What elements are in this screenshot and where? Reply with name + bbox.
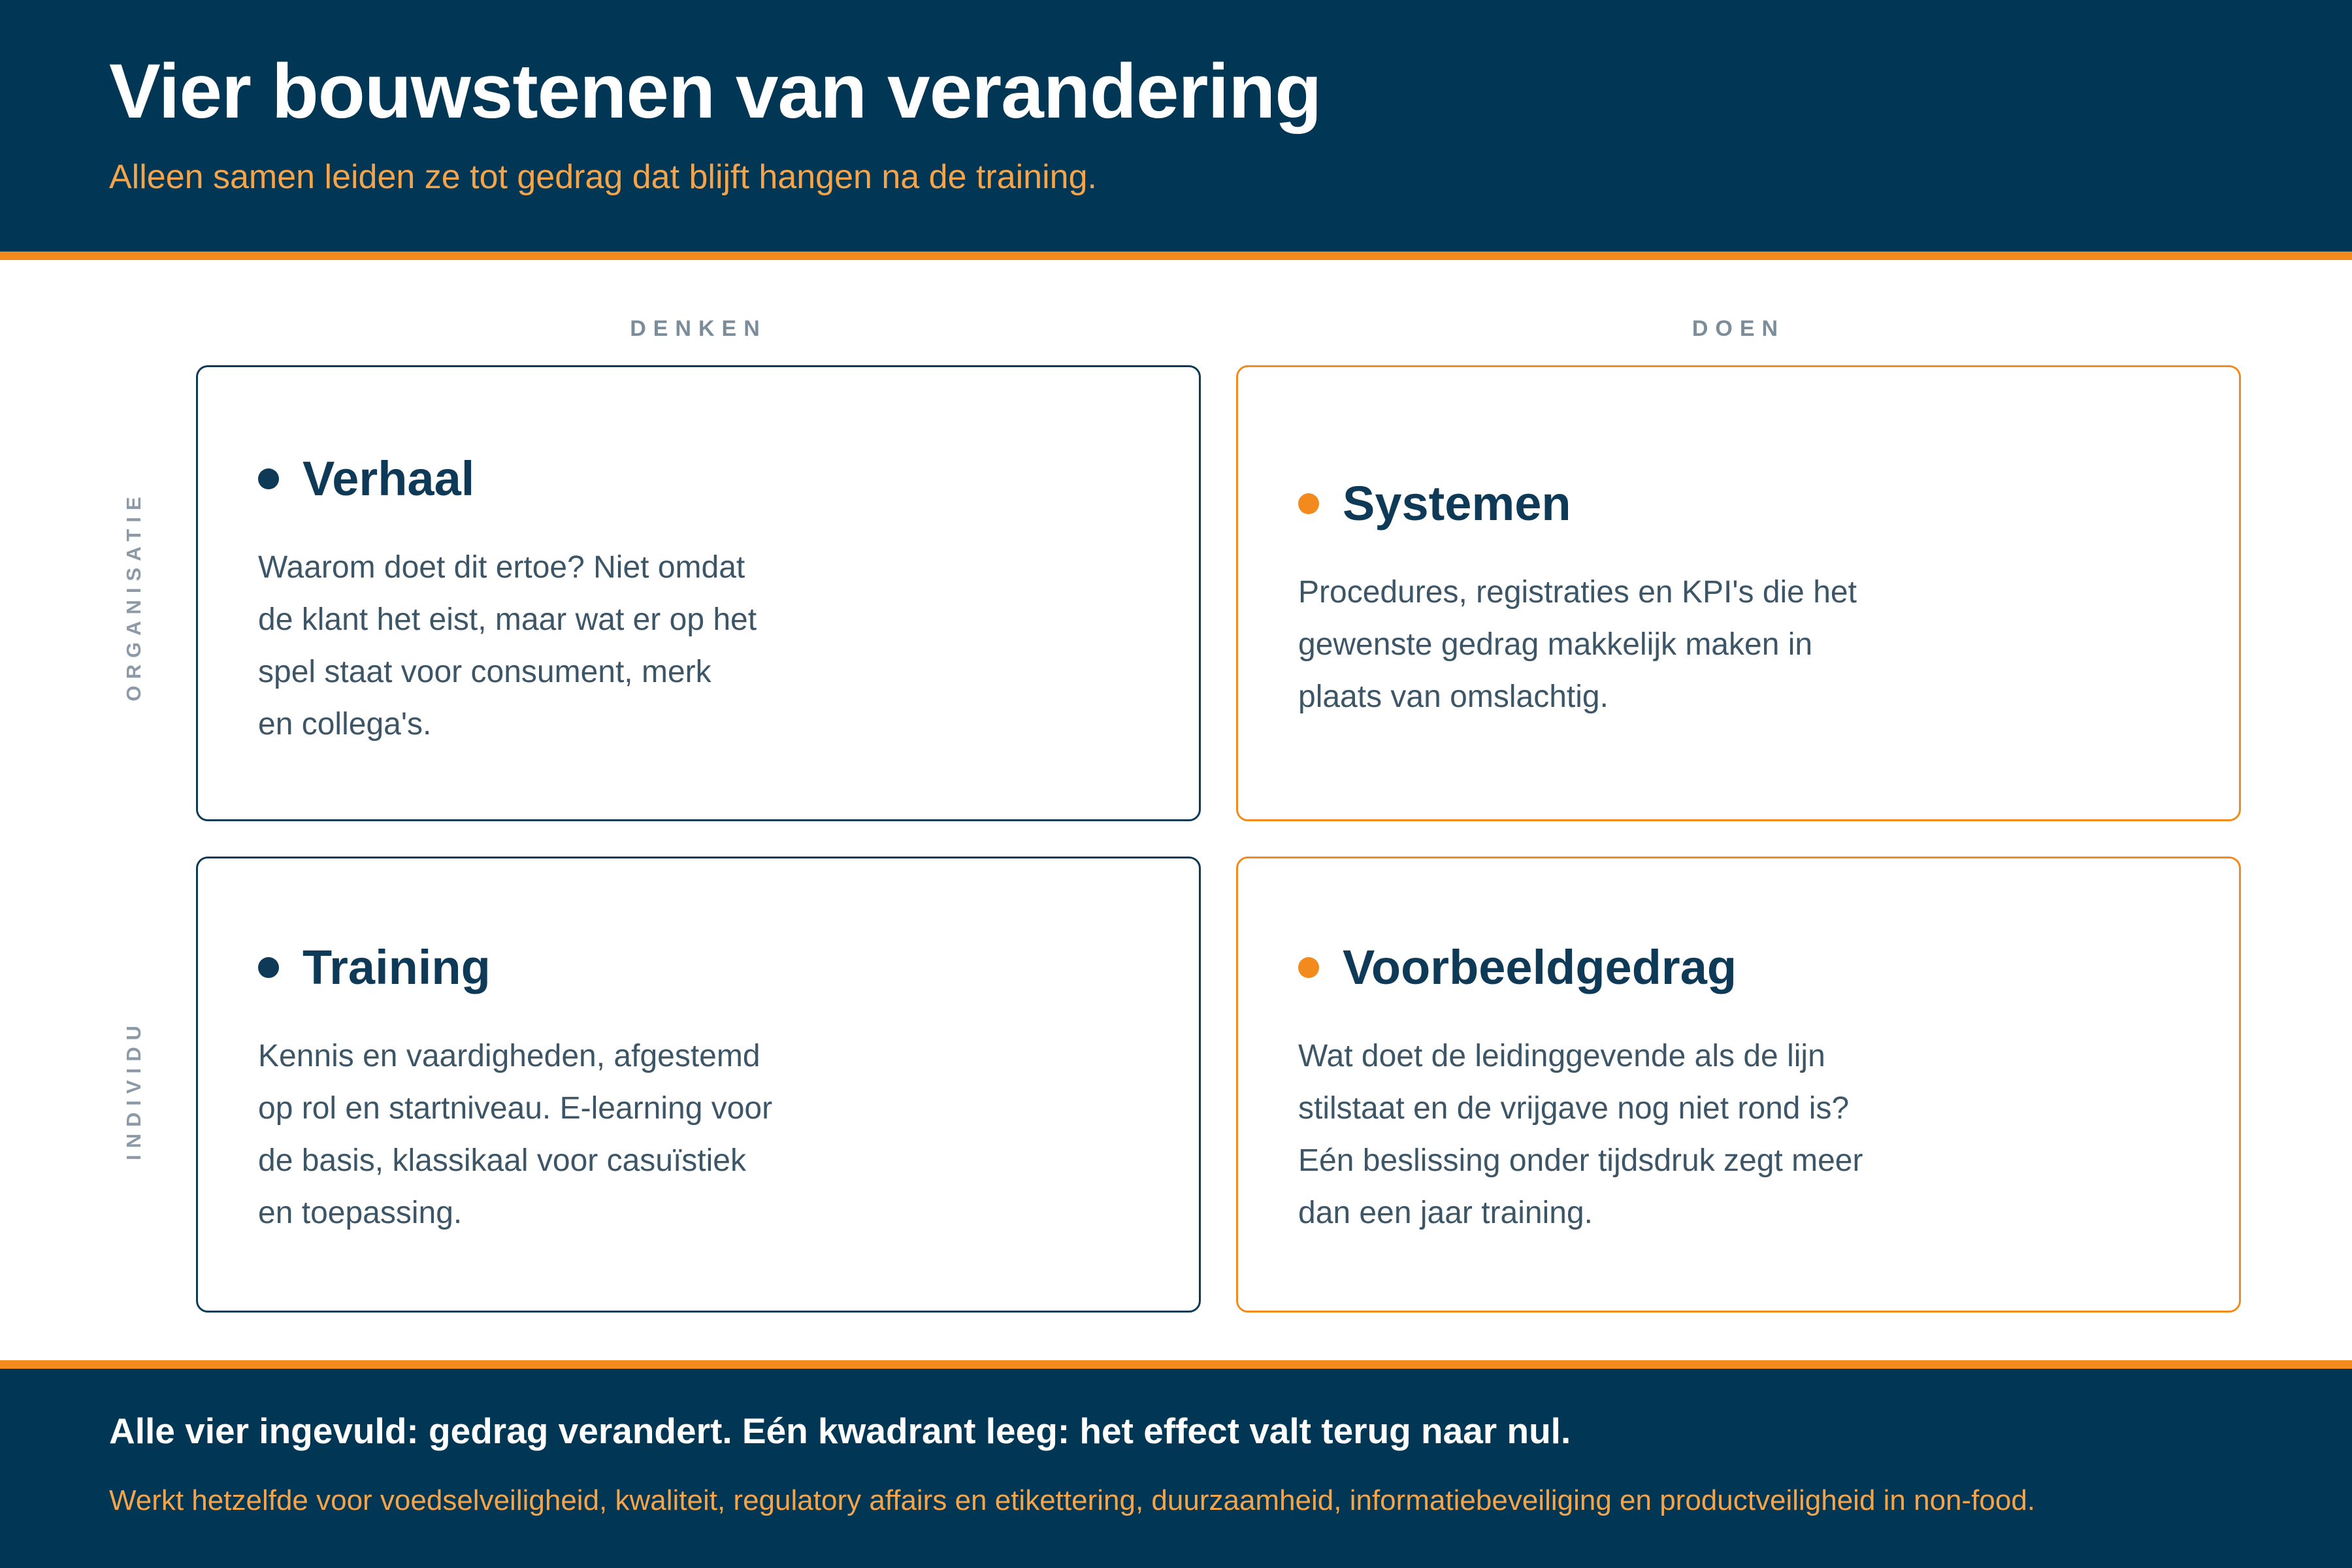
footer-conclusion: Alle vier ingevuld: gedrag verandert. Eén kwadrant leeg: het effect valt terug naar nul. <box>109 1411 1571 1451</box>
description-line: Eén beslissing onder tijdsdruk zegt meer <box>1298 1143 1863 1178</box>
description-line: en collega's. <box>258 707 432 742</box>
quadrant-header <box>1298 476 1571 531</box>
description-line: de klant het eist, maar wat er op het <box>258 602 757 637</box>
description-line: stilstaat en de vrijgave nog niet rond is? <box>1298 1091 1850 1126</box>
header-accent-rule <box>0 252 2352 260</box>
description-line: plaats van omslachtig. <box>1298 679 1609 714</box>
quadrant-title: Verhaal <box>302 451 475 506</box>
bullet-dot-icon <box>258 957 279 978</box>
quadrant-description <box>258 1030 772 1239</box>
row-label-individu-text: INDIVIDU <box>122 1019 145 1161</box>
description-line: Waarom doet dit ertoe? Niet omdat <box>258 550 745 585</box>
description-line: op rol en startniveau. E-learning voor <box>258 1091 773 1126</box>
quadrant-title: Systemen <box>1343 476 1571 531</box>
quadrant-title: Voorbeeldgedrag <box>1343 940 1737 994</box>
description-line: dan een jaar training. <box>1298 1196 1593 1230</box>
description-line: Kennis en vaardigheden, afgestemd <box>258 1039 760 1073</box>
footer-accent-rule <box>0 1360 2352 1369</box>
quadrant-header <box>1298 939 1737 995</box>
description-line: Procedures, registraties en KPI's die het <box>1298 575 1857 610</box>
quadrant-description <box>1298 566 1857 723</box>
quadrant-card-voorbeeldgedrag <box>1236 857 2241 1313</box>
page-subtitle: Alleen samen leiden ze tot gedrag dat blijft hangen na de training. <box>109 158 1097 196</box>
quadrant-description <box>258 542 757 751</box>
row-label-organisatie-text: ORGANISATIE <box>122 490 145 702</box>
bullet-dot-icon <box>1298 493 1319 514</box>
bullet-dot-icon <box>1298 957 1319 978</box>
description-line: Wat doet de leidinggevende als de lijn <box>1298 1039 1825 1073</box>
page-title: Vier bouwstenen van verandering <box>109 48 1322 135</box>
footer-banner <box>0 1369 2352 1568</box>
quadrant-card-verhaal <box>196 365 1201 821</box>
quadrant-description <box>1298 1030 1863 1239</box>
quadrant-header <box>258 939 491 995</box>
column-label-doen: DOEN <box>1691 316 1786 341</box>
bullet-dot-icon <box>258 468 279 489</box>
quadrant-card-training <box>196 857 1201 1313</box>
footer-note: Werkt hetzelfde voor voedselveiligheid, kwaliteit, regulatory affairs en etikettering, duurzaamheid, informatiebeveiliging en productveiligheid in non-food. <box>109 1484 2036 1516</box>
description-line: gewenste gedrag makkelijk maken in <box>1298 627 1813 662</box>
quadrant-title: Training <box>302 940 491 994</box>
quadrant-header <box>258 451 474 506</box>
column-label-denken: DENKEN <box>630 316 767 341</box>
quadrant-card-systemen <box>1236 365 2241 821</box>
description-line: en toepassing. <box>258 1196 463 1230</box>
description-line: de basis, klassikaal voor casuïstiek <box>258 1143 746 1178</box>
description-line: spel staat voor consument, merk <box>258 655 711 689</box>
